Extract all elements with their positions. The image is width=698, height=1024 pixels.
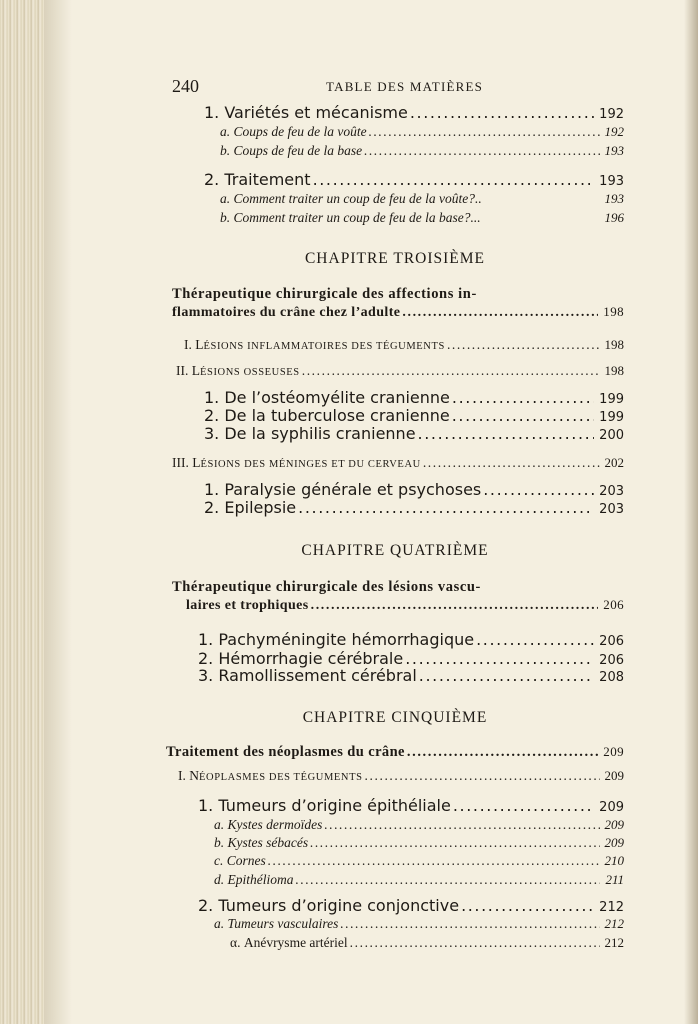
entry-page: 199 (599, 410, 624, 425)
entry-page: 193 (604, 191, 624, 206)
entry-page: 211 (605, 872, 624, 887)
page-number: 240 (172, 76, 199, 96)
page-edge-shadow (684, 0, 698, 1024)
entry-label: 1. Variétés et mécanisme (204, 103, 408, 122)
cap-letter: L (191, 363, 200, 378)
toc-section-entry (198, 630, 624, 649)
entry-label: a. Comment traiter un coup de feu de la voûte?.. (220, 191, 482, 206)
dot-leader (364, 143, 599, 159)
chapter-heading: CHAPITRE QUATRIÈME (301, 542, 489, 559)
toc-part-entry (184, 337, 624, 353)
chapter-title-entry (186, 597, 624, 614)
entry-page: 210 (604, 853, 624, 868)
dot-leader (419, 666, 594, 685)
dot-leader (418, 424, 595, 443)
cap-letter: N (189, 768, 199, 783)
entry-page: 192 (599, 107, 624, 122)
entry-page: 212 (599, 900, 624, 915)
toc-subentry (220, 124, 624, 140)
entry-page: 208 (599, 670, 624, 685)
entry-label: ÉSIONS INFLAMMATOIRES DES TÉGUMENTS (203, 341, 445, 352)
cap-letter: L (195, 337, 204, 352)
toc-subentry (214, 817, 624, 833)
entry-label: b. Kystes sébacés (214, 835, 309, 850)
dot-leader (369, 124, 600, 140)
part-number: II. (176, 363, 189, 378)
entry-page: 209 (599, 800, 624, 815)
toc-section-entry (204, 498, 624, 517)
toc-section-entry (198, 796, 624, 815)
dot-leader (483, 480, 594, 499)
entry-label: 2. De la tuberculose cranienne (204, 406, 450, 425)
part-number: III. (172, 455, 189, 470)
entry-label: 1. Pachyméningite hémorrhagique (198, 630, 475, 649)
entry-page: 192 (604, 124, 624, 139)
chapter-heading: CHAPITRE CINQUIÈME (302, 709, 488, 726)
toc-part-entry (172, 455, 624, 471)
entry-label: 1. Paralysie générale et psychoses (204, 480, 482, 499)
toc-subentry (214, 853, 624, 869)
entry-page: 196 (604, 210, 624, 225)
toc-subentry (214, 872, 624, 888)
entry-page: 212 (604, 935, 624, 950)
entry-page: 206 (599, 634, 624, 649)
chapter-title-entry (166, 744, 624, 761)
toc-section-entry (204, 480, 624, 499)
entry-label: a. Kystes dermoïdes (214, 817, 323, 832)
entry-label: ÉOPLASMES DES TÉGUMENTS (199, 772, 363, 783)
toc-section-entry (204, 388, 624, 407)
chapter-title: Thérapeutique chirurgicale des lésions vascu- (172, 579, 481, 595)
entry-label: ÉSIONS OSSEUSES (200, 367, 300, 378)
entry-page: 200 (599, 428, 624, 443)
running-header (172, 76, 618, 96)
dot-leader (423, 455, 600, 471)
entry-label: 3. Ramollissement cérébral (198, 666, 417, 685)
dot-leader (452, 406, 594, 425)
entry-label: 1. De l’ostéomyélite cranienne (204, 388, 450, 407)
page-gutter (0, 0, 44, 1024)
entry-page: 209 (604, 768, 624, 783)
dot-leader (268, 853, 600, 869)
cap-letter: L (192, 455, 201, 470)
running-title: TABLE DES MATIÈRES (326, 79, 484, 94)
dot-leader (447, 337, 600, 353)
dot-leader (350, 935, 600, 951)
entry-label: ÉSIONS DES MÉNINGES ET DU CERVEAU (200, 459, 421, 470)
dot-leader (407, 744, 598, 761)
dot-leader (410, 103, 594, 122)
chapter-title-entry (172, 304, 624, 321)
dot-leader (476, 630, 594, 649)
entry-page: 202 (604, 455, 624, 470)
entry-label: 2. Tumeurs d’origine conjonctive (198, 896, 460, 915)
entry-label: α. Anévrysme artériel (230, 935, 348, 950)
entry-page: 193 (604, 143, 624, 158)
dot-leader (365, 768, 600, 784)
entry-label: a. Tumeurs vasculaires (214, 916, 339, 931)
dot-leader (324, 817, 599, 833)
dot-leader (296, 872, 601, 888)
part-number: I. (184, 337, 192, 352)
dot-leader (311, 598, 599, 614)
entry-page: 209 (603, 744, 624, 759)
entry-page: 203 (599, 484, 624, 499)
entry-page: 193 (599, 174, 624, 189)
dot-leader (313, 170, 595, 189)
toc-section-entry (204, 406, 624, 425)
dot-leader (310, 835, 599, 851)
entry-page: 203 (599, 502, 624, 517)
dot-leader (461, 896, 594, 915)
entry-label: c. Cornes (214, 853, 266, 868)
toc-subentry (220, 191, 624, 207)
entry-page: 206 (603, 597, 624, 612)
entry-label: 2. Traitement (204, 170, 311, 189)
entry-label: b. Coups de feu de la base (220, 143, 363, 158)
toc-subentry (230, 935, 624, 951)
toc-subentry (220, 143, 624, 159)
entry-page: 198 (604, 337, 624, 352)
entry-label: 2. Epilepsie (204, 498, 297, 517)
gutter-shadow (44, 0, 72, 1024)
dot-leader (340, 916, 599, 932)
entry-label: flammatoires du crâne chez l’adulte (172, 305, 401, 320)
dot-leader (453, 796, 594, 815)
dot-leader (302, 363, 600, 379)
entry-label: d. Epithélioma (214, 872, 294, 887)
entry-label: laires et trophiques (186, 598, 309, 613)
entry-label: 3. De la syphilis cranienne (204, 424, 416, 443)
entry-page: 212 (604, 916, 624, 931)
chapter-title: Thérapeutique chirurgicale des affections in- (172, 286, 477, 302)
dot-leader (402, 305, 598, 321)
entry-page: 206 (599, 653, 624, 668)
entry-label: Traitement des néoplasmes du crâne (166, 744, 405, 760)
toc-subentry (220, 210, 624, 226)
part-number: I. (178, 768, 186, 783)
toc-subentry (214, 835, 624, 851)
entry-page: 199 (599, 392, 624, 407)
entry-label: a. Coups de feu de la voûte (220, 124, 367, 139)
entry-label: 1. Tumeurs d’origine épithéliale (198, 796, 451, 815)
toc-section-entry (204, 170, 624, 189)
chapter-heading: CHAPITRE TROISIÈME (304, 250, 486, 267)
toc-section-entry (198, 666, 624, 685)
entry-page: 209 (604, 817, 624, 832)
entry-label: 2. Hémorrhagie cérébrale (198, 649, 404, 668)
toc-section-entry (198, 896, 624, 915)
toc-subentry (214, 916, 624, 932)
entry-page: 198 (604, 363, 624, 378)
entry-page: 209 (604, 835, 624, 850)
toc-section-entry (204, 424, 624, 443)
dot-leader (452, 388, 594, 407)
toc-section-entry (204, 103, 624, 122)
entry-page: 198 (603, 304, 624, 319)
entry-label: b. Comment traiter un coup de feu de la base?... (220, 210, 481, 225)
toc-part-entry (176, 363, 624, 379)
dot-leader (298, 498, 594, 517)
toc-part-entry (178, 768, 624, 784)
